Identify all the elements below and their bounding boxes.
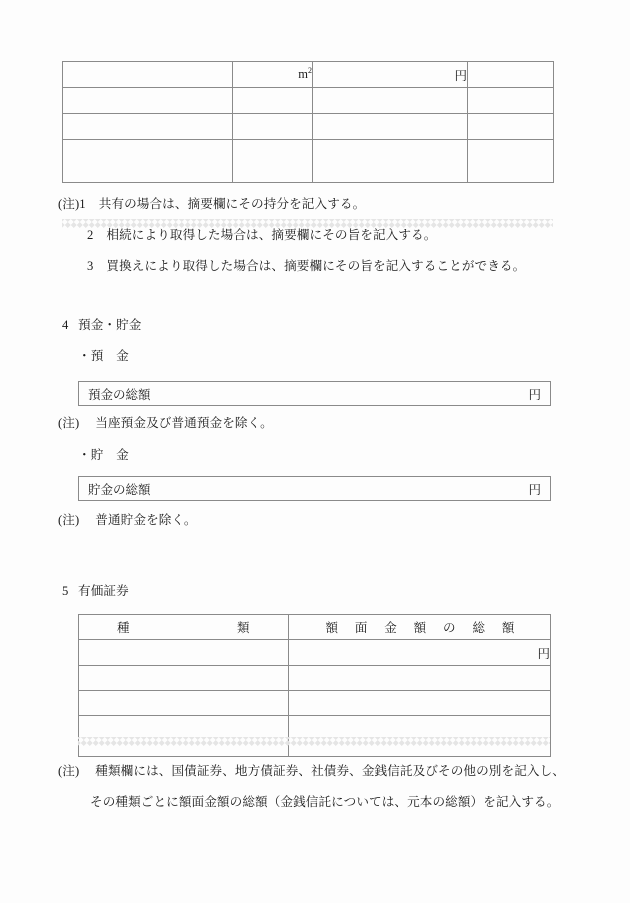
securities-cell-type[interactable] — [79, 691, 289, 716]
table-continuation-zigzag — [62, 219, 553, 228]
property-note-3 — [58, 259, 525, 274]
deposit-total-unit: 円 — [528, 387, 541, 402]
real-estate-table — [62, 61, 554, 183]
note-text: 共有の場合は、摘要欄にその持分を記入する。 — [98, 197, 366, 211]
securities-cell-type[interactable] — [79, 716, 289, 757]
note-text: 買換えにより取得した場合は、摘要欄にその旨を記入することができる。 — [106, 259, 526, 273]
savings-total-row[interactable] — [79, 477, 551, 501]
note-text: 普通貯金を除く。 — [95, 513, 197, 527]
section5-title: 有価証券 — [78, 584, 129, 598]
savings-subheading — [78, 448, 129, 463]
section4-title: 預金・貯金 — [78, 318, 142, 332]
securities-note-line1 — [58, 764, 565, 779]
savings-box-container — [78, 476, 551, 501]
table-row[interactable] — [79, 640, 551, 666]
deposit-note — [58, 416, 273, 431]
cell-amount[interactable] — [313, 88, 468, 114]
cell-amount[interactable] — [313, 140, 468, 183]
table-row-continuation[interactable] — [63, 140, 554, 183]
header-cell-yen-unit: 円 — [313, 62, 468, 88]
securities-cell-amount[interactable] — [289, 716, 551, 757]
savings-total-table — [78, 476, 551, 501]
section4-heading — [62, 318, 141, 333]
deposit-label: 預 金 — [90, 349, 129, 363]
securities-table-container — [78, 614, 551, 757]
table-row[interactable] — [63, 114, 554, 140]
securities-cell-amount[interactable] — [289, 640, 551, 666]
savings-total-cell[interactable] — [79, 477, 551, 501]
savings-note — [58, 513, 197, 528]
header-cell-description — [63, 62, 233, 88]
note-label: (注) — [58, 764, 80, 778]
note-number: 3 — [87, 259, 94, 273]
table-row[interactable] — [63, 88, 554, 114]
securities-header-row — [79, 615, 551, 640]
securities-cell-type[interactable] — [79, 640, 289, 666]
note-text: 種類欄には、国債証券、地方債証券、社債券、金銭信託及びその他の別を記入し、 — [95, 764, 565, 778]
deposit-total-row[interactable] — [79, 382, 551, 406]
note-text: その種類ごとに額面金額の総額（金銭信託については、元本の総額）を記入する。 — [90, 795, 560, 809]
savings-total-label: 貯金の総額 — [88, 482, 151, 497]
cell-area[interactable] — [233, 114, 313, 140]
cell-description[interactable] — [63, 88, 233, 114]
securities-header-type: 種 類 — [79, 615, 289, 640]
cell-amount[interactable] — [313, 114, 468, 140]
deposit-total-cell[interactable] — [79, 382, 551, 406]
deposit-box-container — [78, 381, 551, 406]
securities-cell-type[interactable] — [79, 666, 289, 691]
table-row[interactable] — [79, 666, 551, 691]
savings-total-unit: 円 — [528, 482, 541, 497]
cell-area[interactable] — [233, 140, 313, 183]
table-row[interactable] — [79, 691, 551, 716]
cell-remarks[interactable] — [468, 140, 554, 183]
securities-note-line2 — [58, 795, 559, 810]
section5-number: 5 — [62, 584, 69, 598]
securities-cell-amount[interactable] — [289, 691, 551, 716]
note-number: 1 — [79, 197, 86, 211]
note-label: (注) — [58, 513, 80, 527]
table-row-continuation[interactable] — [79, 716, 551, 757]
cell-remarks[interactable] — [468, 88, 554, 114]
section4-number: 4 — [62, 318, 69, 332]
real-estate-table-container — [62, 61, 554, 183]
note-number: 2 — [87, 228, 94, 242]
deposit-total-label: 預金の総額 — [88, 387, 151, 402]
cell-description[interactable] — [63, 114, 233, 140]
header-cell-area-unit — [233, 62, 313, 88]
note-label: (注) — [58, 197, 80, 211]
bullet-icon: ・ — [78, 349, 91, 363]
property-note-1 — [58, 197, 365, 212]
note-label: (注) — [58, 416, 80, 430]
note-text: 当座預金及び普通預金を除く。 — [95, 416, 273, 430]
savings-label: 貯 金 — [90, 448, 129, 462]
header-cell-remarks — [468, 62, 554, 88]
property-note-2 — [58, 228, 436, 243]
note-text: 相続により取得した場合は、摘要欄にその旨を記入する。 — [106, 228, 437, 242]
deposit-total-table — [78, 381, 551, 406]
cell-description[interactable] — [63, 140, 233, 183]
securities-unit-yen: 円 — [537, 646, 550, 661]
square-meter-unit: $m^2$ — [298, 65, 312, 81]
securities-table — [78, 614, 551, 757]
cell-area[interactable] — [233, 88, 313, 114]
cell-remarks[interactable] — [468, 114, 554, 140]
table-header-row — [63, 62, 554, 88]
securities-cell-amount[interactable] — [289, 666, 551, 691]
deposit-subheading — [78, 349, 129, 364]
bullet-icon: ・ — [78, 448, 91, 462]
securities-header-total: 額 面 金 額 の 総 額 — [289, 615, 551, 640]
section5-heading — [62, 584, 129, 599]
